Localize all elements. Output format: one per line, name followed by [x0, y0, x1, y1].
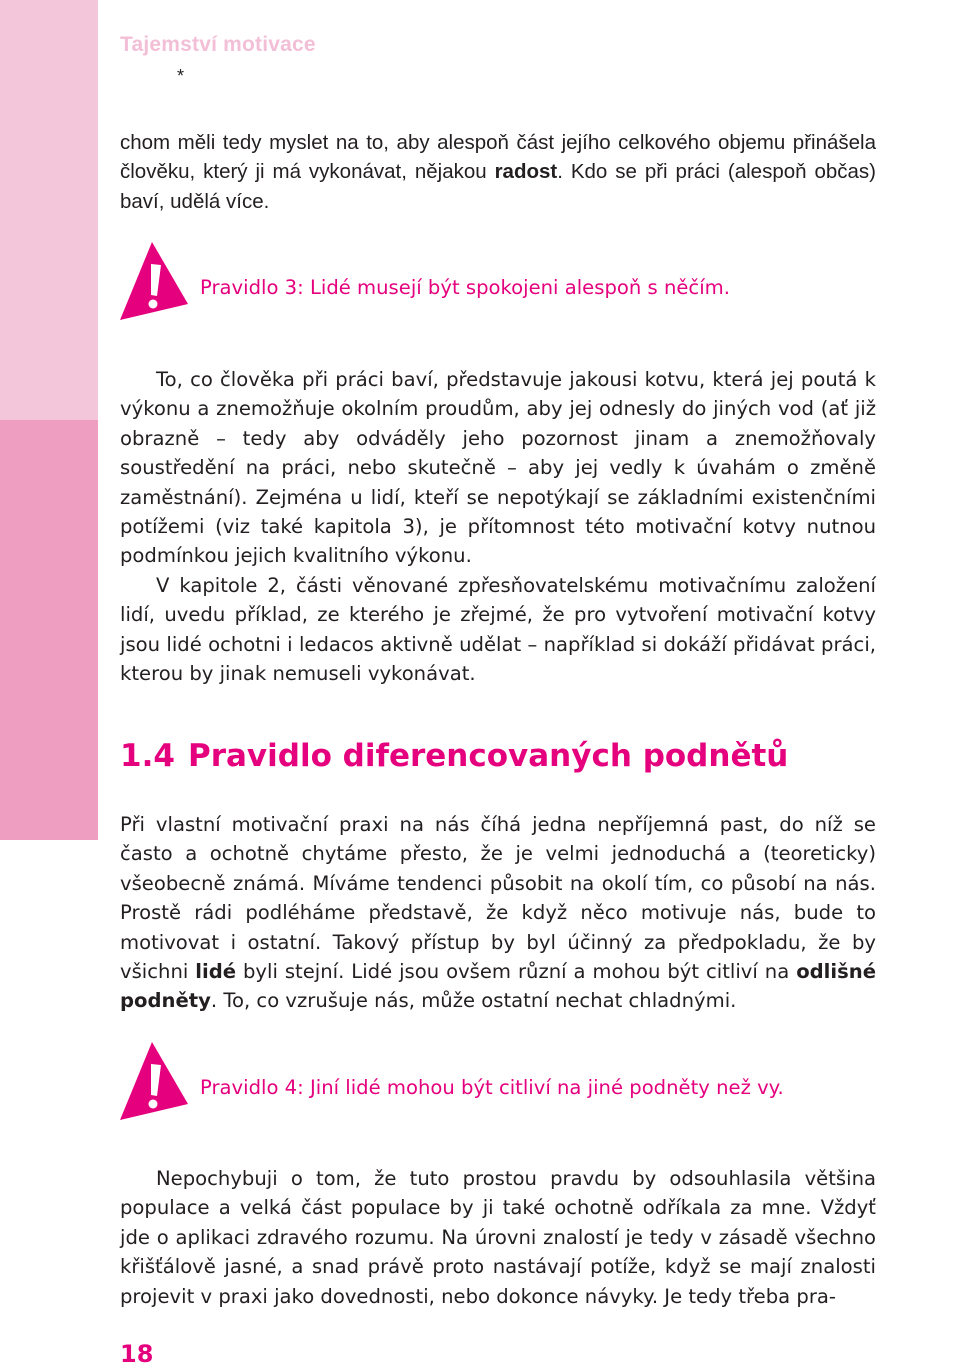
exclamation-icon: [120, 1040, 190, 1126]
paragraph-5: Nepochybuji o tom, že tuto prostou pravdu by odsouhlasila většina populace a velká část populace by ji také ochotně odříkala za mne. Vždyť jde o aplikaci zdravého rozumu. Na úrovni znalostí je tedy v zásadě všechno křišťálově jasné, a snad právě proto nastávají potíže, když se mají znalosti projevit v praxi jako dovednosti, nebo dokonce návyky. Je tedy třeba pra-: [120, 1167, 876, 1308]
paragraph-block-3: [120, 810, 876, 1016]
section-title: Pravidlo diferencovaných podnětů: [188, 738, 789, 774]
running-head-star: *: [177, 66, 185, 86]
margin-strip-dark: [0, 420, 98, 840]
section-heading: [120, 738, 788, 774]
paragraph-1: chom měli tedy myslet na to, aby alespoň část jejího celkového objemu přinášela člověku, který ji má vykonávat, nějakou radost. Kdo se při práci (alespoň občas) baví, udělá více.: [120, 131, 876, 213]
paragraph-block-2: [120, 365, 876, 688]
running-head: Tajemství motivace: [120, 33, 316, 56]
emphasis-radost: radost: [494, 160, 558, 184]
paragraph-4: Při vlastní motivační praxi na nás číhá jedna nepříjemná past, do níž se často a ochotně chytáme přesto, že je velmi jednoduchá a (teoreticky) všeobecně známá. Míváme tendenci působit na okolí tím, co působí na nás. Prostě rádi podléháme představě, že když něco motivuje nás, bude to motivovat i ostatní. Takový přístup by byl účinný za předpokladu, že by všichni lidé byli stejní. Lidé jsou ovšem různí a mohou být citliví na odlišné podněty. To, co vzrušuje nás, může ostatní nechat chladnými.: [120, 813, 877, 1013]
rule-3-text: Pravidlo 3: Lidé musejí být spokojeni alespoň s něčím.: [200, 276, 730, 299]
page-number: 18: [120, 1340, 154, 1368]
paragraph-3: V kapitole 2, části věnované zpřesňovatelskému motivačnímu založení lidí, uvedu příklad, ze kterého je zřejmé, že pro vytvoření motivační kotvy jsou lidé ochotni i ledacos aktivně udělat – například si dokáží přidávat práci, kterou by jinak nemuseli vykonávat.: [120, 573, 876, 686]
rule-3: [120, 240, 880, 330]
section-number: 1.4: [120, 738, 175, 774]
emphasis-lide: lidé: [195, 960, 237, 984]
exclamation-icon: [120, 240, 190, 326]
rule-4: [120, 1040, 880, 1130]
paragraph-block-4: [120, 1164, 876, 1311]
rule-4-text: Pravidlo 4: Jiní lidé mohou být citliví na jiné podněty než vy.: [200, 1076, 784, 1099]
paragraph-2: To, co člověka při práci baví, představuje jakousi kotvu, která jej poutá k výkonu a znemožňuje okolním proudům, aby jej odnesly do jiných vod (ať již obrazně – tedy aby odváděly jeho pozornost jinam a znemožňovaly soustředění na práci, nebo skutečně – aby jej vedly k úvahám o změně zaměstnání). Zejména u lidí, kteří se nepotýkají se základními existenčními potížemi (viz také kapitola 3), je přítomnost této motivační kotvy nutnou podmínkou jejich kvalitního výkonu.: [120, 368, 876, 568]
margin-strip-light: [0, 0, 98, 420]
emphasis-odlisne-podnety: odlišné podněty: [120, 960, 877, 1013]
